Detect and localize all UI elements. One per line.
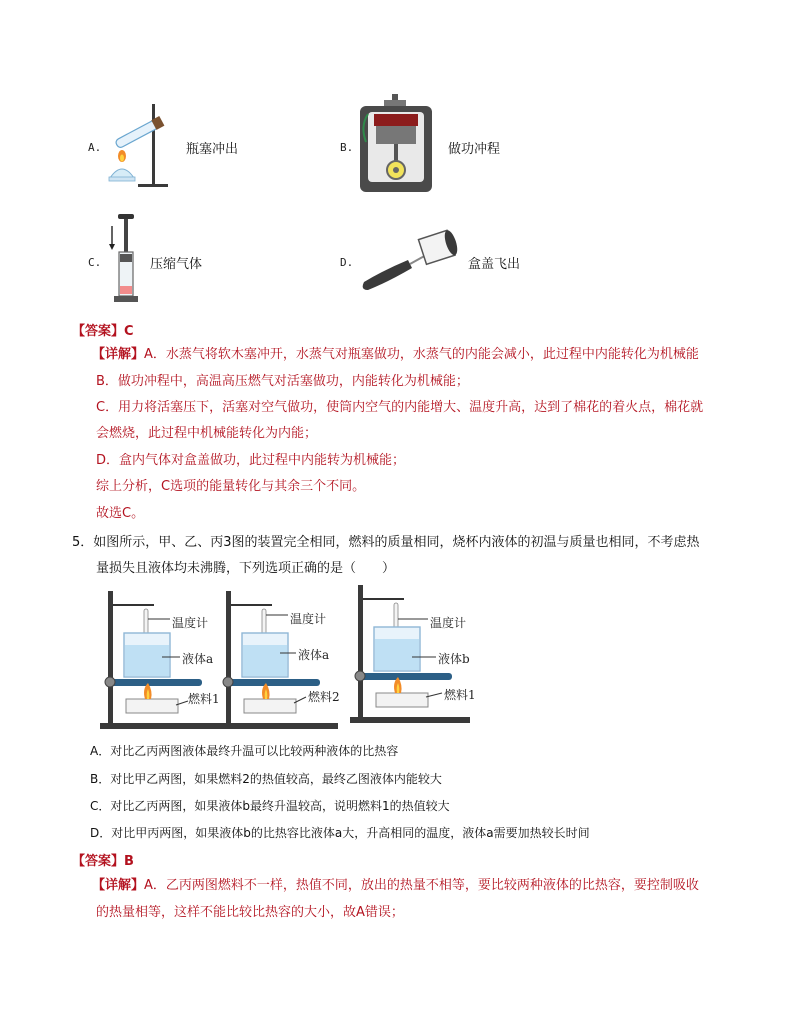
q4-line-5: D．盒内气体对盒盖做功，此过程中内能转为机械能； <box>96 453 406 468</box>
figure-3-liquid-label: 液体b <box>438 652 470 666</box>
q4-line-7: 故选C。 <box>96 506 145 521</box>
option-c-letter: C. <box>88 256 102 269</box>
q5-apparatus-figure <box>96 585 486 733</box>
spark-box-icon <box>358 224 462 296</box>
figure-1-thermometer-label: 温度计 <box>172 616 209 630</box>
q5-choice-a: A．对比乙丙两图液体最终升温可以比较两种液体的比热容 <box>90 744 399 758</box>
figure-3-fuel-label: 燃料1 <box>444 688 476 702</box>
figure-2-fuel-label: 燃料2 <box>308 690 340 704</box>
option-a-label: 瓶塞冲出 <box>186 142 239 157</box>
q5-stem-line-1: 5．如图所示，甲、乙、丙3图的装置完全相同，燃料的质量相同，烧杯内液体的初温与质量也相同，不考虑热 <box>72 535 700 550</box>
q4-answer-tag: 【答案】 <box>72 324 125 339</box>
option-a-letter: A. <box>88 141 102 154</box>
q4-line-1: A．水蒸气将软木塞冲开，水蒸气对瓶塞做功，水蒸气的内能会减小，此过程中内能转化为机械能 <box>144 347 699 362</box>
q5-explanation-line-1 <box>92 877 699 895</box>
figure-2-thermometer-label: 温度计 <box>290 612 327 626</box>
engine-cylinder-icon <box>354 92 438 198</box>
option-d-letter: D. <box>340 256 354 269</box>
q5-line-2: 的热量相等，这样不能比较比热容的大小，故A错误； <box>96 905 404 920</box>
q5-line-1: A．乙丙两图燃料不一样，热值不同，放出的热量不相等，要比较两种液体的比热容，要控制吸收 <box>144 878 699 893</box>
q5-choice-c: C．对比乙丙两图，如果液体b最终升温较高，说明燃料1的热值较大 <box>90 799 450 813</box>
option-c-label: 压缩气体 <box>150 257 203 272</box>
q5-detail-tag: 【详解】 <box>92 878 145 893</box>
q5-answer-tag: 【答案】 <box>72 854 125 869</box>
q4-answer <box>72 320 134 339</box>
option-b-letter: B. <box>340 141 354 154</box>
figure-1-liquid-label: 液体a <box>182 652 214 666</box>
test-tube-on-stand-icon <box>100 98 180 190</box>
q4-line-6: 综上分析，C选项的能量转化与其余三个不同。 <box>96 479 366 494</box>
q4-detail-tag: 【详解】 <box>92 347 145 362</box>
q5-choice-b: B．对比甲乙两图，如果燃料2的热值较高，最终乙图液体内能较大 <box>90 772 442 786</box>
q4-answer-value: C <box>124 324 134 339</box>
q4-explanation-line-1 <box>92 346 699 364</box>
fire-syringe-icon <box>108 212 144 306</box>
q5-answer <box>72 850 134 869</box>
option-b-label: 做功冲程 <box>448 142 501 157</box>
figure-2-liquid-label: 液体a <box>298 648 330 662</box>
q5-answer-value: B <box>124 854 134 869</box>
figure-1-fuel-label: 燃料1 <box>188 692 220 706</box>
q4-line-2: B．做功冲程中，高温高压燃气对活塞做功，内能转化为机械能； <box>96 374 469 389</box>
figure-3-thermometer-label: 温度计 <box>430 616 467 630</box>
q4-line-3: C．用力将活塞压下，活塞对空气做功，使筒内空气的内能增大、温度升高，达到了棉花的着火点，棉花就 <box>96 400 704 415</box>
q5-stem-line-2: 量损失且液体均未沸腾，下列选项正确的是（ ） <box>96 561 396 576</box>
q5-choice-d: D．对比甲丙两图，如果液体b的比热容比液体a大，升高相同的温度，液体a需要加热较长时间 <box>90 826 590 840</box>
q4-line-4: 会燃烧，此过程中机械能转化为内能； <box>96 426 318 441</box>
option-d-label: 盒盖飞出 <box>468 257 521 272</box>
